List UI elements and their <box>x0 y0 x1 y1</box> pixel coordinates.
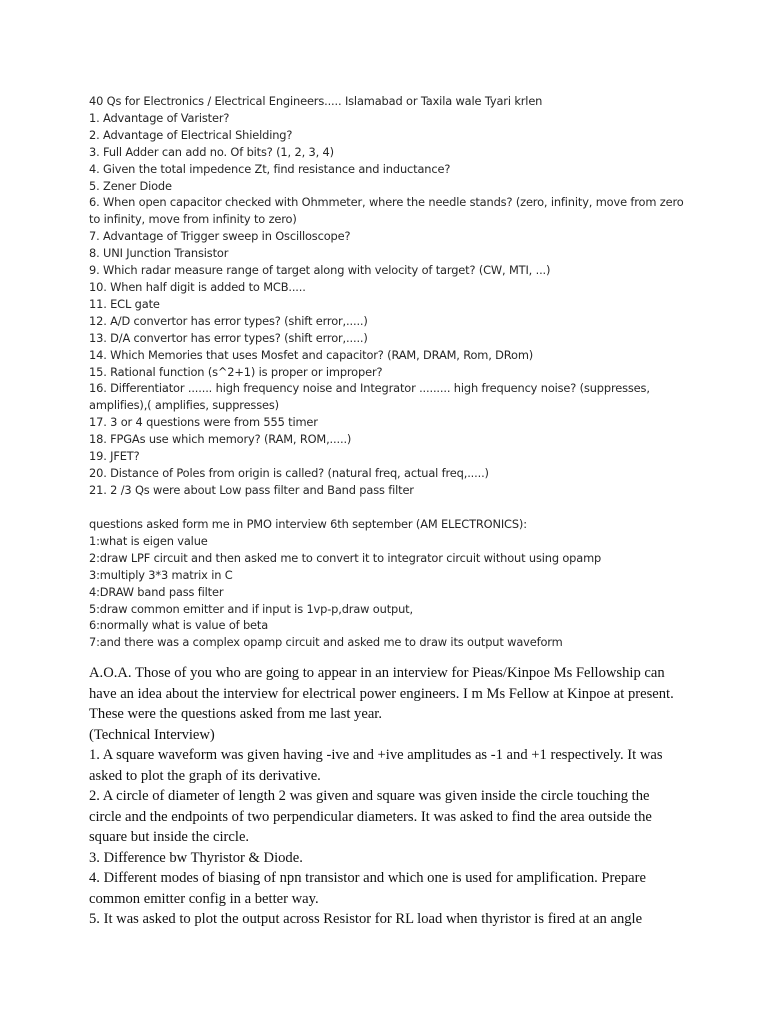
question-item: 3. Difference bw Thyristor & Diode. <box>89 849 303 866</box>
question-item: 5:draw common emitter and if input is 1vp-p,draw output, <box>89 601 413 616</box>
intro-paragraph: A.O.A. Those of you who are going to appear in an interview for Pieas/Kinpoe Ms Fellowship can have an idea about the interview for electrical power engineers. I m Ms Fellow at Kinpoe at present. These were the questions asked from me last year. <box>89 665 674 722</box>
question-item: 12. A/D convertor has error types? (shift error,.....) <box>89 313 368 328</box>
question-item: 21. 2 /3 Qs were about Low pass filter and Band pass filter <box>89 482 414 497</box>
question-item: 15. Rational function (s^2+1) is proper or improper? <box>89 364 383 379</box>
question-item: 10. When half digit is added to MCB..... <box>89 279 306 294</box>
question-item: 9. Which radar measure range of target along with velocity of target? (CW, MTI, ...) <box>89 263 551 278</box>
question-item: 5. It was asked to plot the output across Resistor for RL load when thyristor is fired at an angle <box>89 911 643 927</box>
question-item: 3:multiply 3*3 matrix in C <box>89 567 233 582</box>
question-item: 4. Given the total impedence Zt, find resistance and inductance? <box>89 161 451 176</box>
question-item: 19. JFET? <box>89 449 140 464</box>
question-item: 7. Advantage of Trigger sweep in Oscilloscope? <box>89 229 351 244</box>
question-item: 4:DRAW band pass filter <box>89 584 224 599</box>
question-item: 2:draw LPF circuit and then asked me to convert it to integrator circuit without using opamp <box>89 550 602 565</box>
section-subtitle: (Technical Interview) <box>89 726 215 743</box>
section-title: 40 Qs for Electronics / Electrical Engineers..... Islamabad or Taxila wale Tyari krlen <box>89 94 543 108</box>
question-item: 6. When open capacitor checked with Ohmmeter, where the needle stands? (zero, infinity, move from zero to infinity, move from infinity to zero) <box>89 195 684 227</box>
electronics-questions-section <box>89 93 689 499</box>
question-item: 3. Full Adder can add no. Of bits? (1, 2, 3, 4) <box>89 144 334 159</box>
question-item: 11. ECL gate <box>89 296 160 311</box>
question-item: 1:what is eigen value <box>89 533 208 548</box>
question-item: 17. 3 or 4 questions were from 555 timer <box>89 415 318 430</box>
question-item: 7:and there was a complex opamp circuit and asked me to draw its output waveform <box>89 635 563 650</box>
question-item: 8. UNI Junction Transistor <box>89 246 229 261</box>
kinpoe-interview-section <box>89 663 679 930</box>
question-item: 16. Differentiator ....... high frequency noise and Integrator ......... high frequency noise? (suppresses, amplifies),( amplifies, suppresses) <box>89 381 650 413</box>
question-item: 1. Advantage of Varister? <box>89 110 230 125</box>
question-item: 20. Distance of Poles from origin is called? (natural freq, actual freq,.....) <box>89 465 489 480</box>
question-item: 1. A square waveform was given having -ive and +ive amplitudes as -1 and +1 respectively. It was asked to plot the graph of its derivative. <box>89 747 663 784</box>
question-item: 2. A circle of diameter of length 2 was given and square was given inside the circle touching the circle and the endpoints of two perpendicular diameters. It was asked to find the area outside the square but inside the circle. <box>89 788 652 845</box>
question-item: 13. D/A convertor has error types? (shift error,.....) <box>89 330 368 345</box>
question-item: 18. FPGAs use which memory? (RAM, ROM,.....) <box>89 432 352 447</box>
question-item: 4. Different modes of biasing of npn transistor and which one is used for amplification. Prepare common emitter config in a better way. <box>89 870 646 907</box>
question-item: 5. Zener Diode <box>89 178 172 193</box>
section-title: questions asked form me in PMO interview 6th september (AM ELECTRONICS): <box>89 517 527 531</box>
question-item: 6:normally what is value of beta <box>89 618 269 633</box>
question-item: 2. Advantage of Electrical Shielding? <box>89 127 293 142</box>
question-item: 14. Which Memories that uses Mosfet and capacitor? (RAM, DRAM, Rom, DRom) <box>89 347 534 362</box>
pmo-interview-section <box>89 516 689 651</box>
